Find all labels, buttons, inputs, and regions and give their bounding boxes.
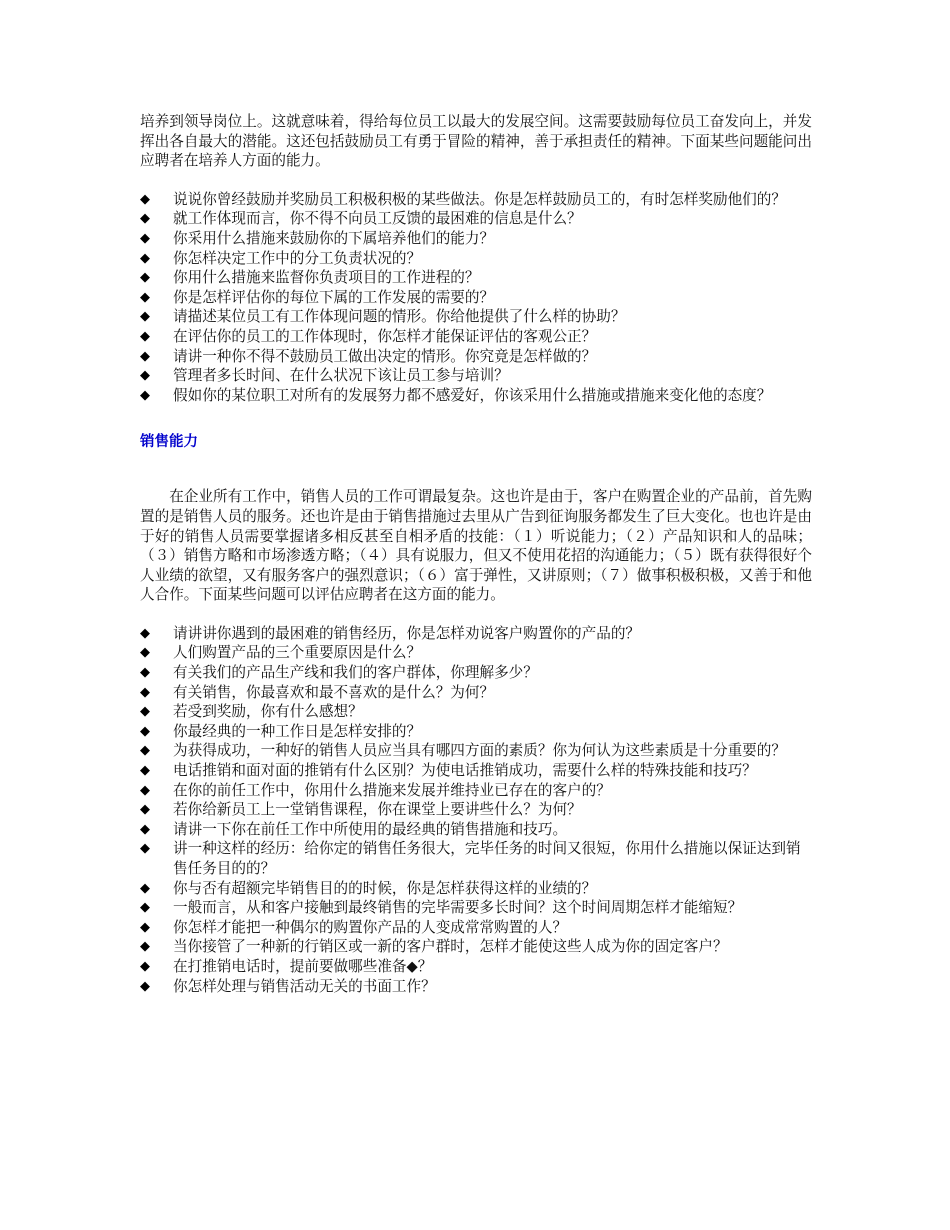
list-item — [140, 761, 812, 781]
diamond-bullet-icon: ◆ — [140, 802, 150, 818]
diamond-bullet-icon: ◆ — [140, 645, 150, 661]
list-item — [140, 879, 812, 899]
list-item — [140, 683, 812, 703]
list-item — [140, 781, 812, 801]
list-item-text: 有关销售，你最喜欢和最不喜欢的是什么？为何？ — [173, 683, 495, 701]
diamond-bullet-icon: ◆ — [140, 919, 150, 935]
list-item — [140, 722, 812, 742]
list-item — [140, 937, 812, 957]
list-item — [140, 268, 812, 288]
list-item-text: 你用什么措施来监督你负责项目的工作进程的？ — [173, 269, 480, 287]
list-item — [140, 800, 812, 820]
diamond-bullet-icon: ◆ — [140, 958, 150, 974]
list-item — [140, 918, 812, 938]
list-item-text: 若受到奖励，你有什么感想？ — [173, 703, 363, 721]
document-page — [140, 112, 812, 996]
list-item-text: 在你的前任工作中，你用什么措施来发展并维持业已存在的客户的？ — [173, 781, 611, 799]
diamond-bullet-icon: ◆ — [140, 270, 150, 286]
list-item-text: 人们购置产品的三个重要原因是什么？ — [173, 644, 422, 662]
section-heading-sales: 销售能力 — [140, 434, 198, 451]
diamond-bullet-icon: ◆ — [140, 880, 150, 896]
diamond-bullet-icon: ◆ — [140, 978, 150, 994]
list-item — [140, 190, 812, 210]
list-item-text: 若你给新员工上一堂销售课程，你在课堂上要讲些什么？为何？ — [173, 801, 582, 819]
list-item-text: 当你接管了一种新的行销区或一新的客户群时，怎样才能使这些人成为你的固定客户？ — [173, 938, 728, 956]
list-item-text: 讲一种这样的经历：给你定的销售任务很大，完毕任务的时间又很短，你用什么措施以保证达到销售任务目的的？ — [173, 840, 801, 877]
diamond-bullet-icon: ◆ — [140, 782, 150, 798]
diamond-bullet-icon: ◆ — [140, 289, 150, 305]
diamond-bullet-icon: ◆ — [140, 763, 150, 779]
list-item — [140, 898, 812, 918]
diamond-bullet-icon: ◆ — [140, 743, 150, 759]
diamond-bullet-icon: ◆ — [140, 939, 150, 955]
sales-paragraph: 在企业所有工作中，销售人员的工作可谓最复杂。这也许是由于，客户在购置企业的产品前，首先购置的是销售人员的服务。还也许是由于销售措施过去里从广告到征询服务都发生了巨大变化。也也许是由于好的销售人员需要掌握诸多相反甚至自相矛盾的技能：（１）听说能力；（２）产品知识和人的品味；（３）销售方略和市场渗透方略；（４）具有说服力，但又不使用花招的沟通能力；（５）既有获得很好个人业绩的欲望，又有服务客户的强烈意识；（６）富于弹性，又讲原则；（７）做事积极积极，又善于和他人合作。下面某些问题可以评估应聘者在这方面的能力。 — [140, 488, 812, 604]
list-item-text: 你与否有超额完毕销售目的的时候，你是怎样获得这样的业绩的？ — [173, 879, 597, 897]
list-item — [140, 624, 812, 644]
list-item-text: 管理者多长时间、在什么状况下该让员工参与培训？ — [173, 367, 509, 385]
diamond-bullet-icon: ◆ — [140, 191, 150, 207]
list-item-text: 你怎样决定工作中的分工负责状况的？ — [173, 249, 422, 267]
diamond-bullet-icon: ◆ — [140, 368, 150, 384]
list-item — [140, 957, 812, 977]
list-item — [140, 307, 812, 327]
list-item-text: 一般而言，从和客户接触到最终销售的完毕需要多长时间？这个时间周期怎样才能缩短？ — [173, 899, 743, 917]
list-item — [140, 741, 812, 761]
diamond-bullet-icon: ◆ — [140, 230, 150, 246]
list-item-text: 在打推销电话时，提前要做哪些准备◆？ — [173, 957, 433, 975]
diamond-bullet-icon: ◆ — [140, 723, 150, 739]
diamond-bullet-icon: ◆ — [140, 665, 150, 681]
list-item — [140, 209, 812, 229]
list-item — [140, 643, 812, 663]
leadership-question-list — [140, 190, 812, 406]
list-item — [140, 229, 812, 249]
list-item-text: 你怎样才能把一种偶尔的购置你产品的人变成常常购置的人？ — [173, 918, 568, 936]
diamond-bullet-icon: ◆ — [140, 387, 150, 403]
list-item-text: 你怎样处理与销售活动无关的书面工作？ — [173, 977, 436, 995]
intro-paragraph: 培养到领导岗位上。这就意味着，得给每位员工以最大的发展空间。这需要鼓励每位员工奋发向上，并发挥出各自最大的潜能。这还包括鼓励员工有勇于冒险的精神，善于承担责任的精神。下面某些问题能问出应聘者在培养人方面的能力。 — [140, 113, 812, 170]
list-item-text: 请描述某位员工有工作体现问题的情形。你给他提供了什么样的协助？ — [173, 308, 626, 326]
list-item-text: 有关我们的产品生产线和我们的客户群体，你理解多少？ — [173, 664, 538, 682]
list-item — [140, 663, 812, 683]
list-item-text: 电话推销和面对面的推销有什么区别？为使电话推销成功，需要什么样的特殊技能和技巧？ — [173, 762, 757, 780]
list-item-text: 你是怎样评估你的每位下属的工作发展的需要的？ — [173, 288, 495, 306]
list-item — [140, 702, 812, 722]
list-item — [140, 347, 812, 367]
list-item-text: 说说你曾经鼓励并奖励员工积极积极的某些做法。你是怎样鼓励员工的，有时怎样奖励他们的？ — [173, 190, 786, 208]
diamond-bullet-icon: ◆ — [140, 250, 150, 266]
list-item-text: 假如你的某位职工对所有的发展努力都不感爱好，你该采用什么措施或措施来变化他的态度？ — [173, 386, 772, 404]
diamond-bullet-icon: ◆ — [140, 309, 150, 325]
list-item — [140, 288, 812, 308]
list-item-text: 在评估你的员工的工作体现时，你怎样才能保证评估的客观公正？ — [173, 327, 597, 345]
diamond-bullet-icon: ◆ — [140, 900, 150, 916]
diamond-bullet-icon: ◆ — [140, 211, 150, 227]
list-item — [140, 386, 812, 406]
list-item-text: 为获得成功，一种好的销售人员应当具有哪四方面的素质？你为何认为这些素质是十分重要的？ — [173, 742, 786, 760]
list-item-text: 你最经典的一种工作日是怎样安排的？ — [173, 722, 422, 740]
diamond-bullet-icon: ◆ — [140, 625, 150, 641]
diamond-bullet-icon: ◆ — [140, 704, 150, 720]
list-item — [140, 977, 812, 997]
list-item-text: 你采用什么措施来鼓励你的下属培养他们的能力？ — [173, 229, 495, 247]
list-item — [140, 327, 812, 347]
list-item — [140, 366, 812, 386]
diamond-bullet-icon: ◆ — [140, 841, 150, 857]
list-item-text: 请讲讲你遇到的最困难的销售经历，你是怎样劝说客户购置你的产品的？ — [173, 624, 641, 642]
list-item — [140, 249, 812, 269]
diamond-bullet-icon: ◆ — [140, 348, 150, 364]
list-item — [140, 839, 812, 878]
list-item-text: 请讲一下你在前任工作中所使用的最经典的销售措施和技巧。 — [173, 820, 568, 838]
sales-question-list — [140, 624, 812, 996]
list-item-text: 请讲一种你不得不鼓励员工做出决定的情形。你究竟是怎样做的？ — [173, 347, 597, 365]
list-item-text: 就工作体现而言，你不得不向员工反馈的最困难的信息是什么？ — [173, 210, 582, 228]
diamond-bullet-icon: ◆ — [140, 328, 150, 344]
diamond-bullet-icon: ◆ — [140, 684, 150, 700]
list-item — [140, 820, 812, 840]
diamond-bullet-icon: ◆ — [140, 821, 150, 837]
